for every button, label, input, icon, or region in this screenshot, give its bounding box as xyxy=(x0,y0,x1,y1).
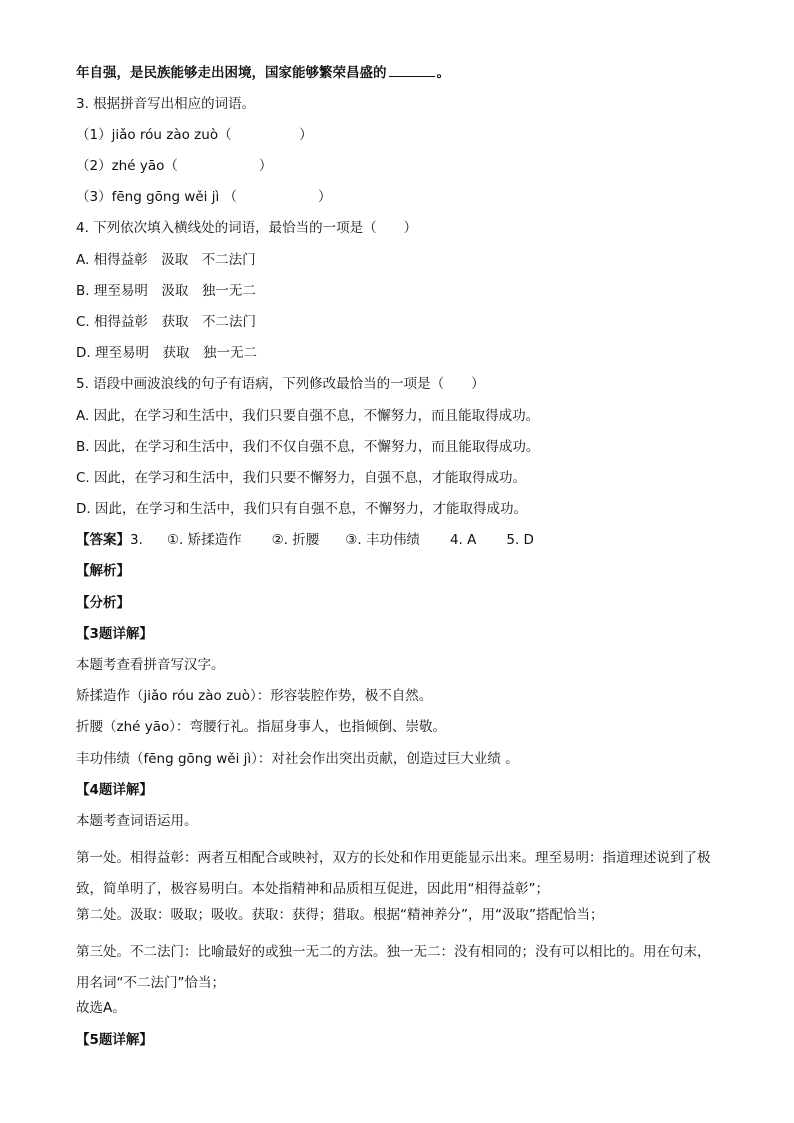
question-3-title: 3. 根据拼音写出相应的词语。 xyxy=(76,96,256,112)
answer-4: 4. A xyxy=(449,532,477,548)
detail-4-paragraph-2: 第二处。汲取：吸取；吸收。获取：获得；猎取。根据“精神养分”，用“汲取”搭配恰当； xyxy=(76,907,604,923)
detail-4-intro: 本题考查词语运用。 xyxy=(76,813,198,829)
detail-4-paragraph-1: 第一处。相得益彰：两者互相配合或映衬，双方的长处和作用更能显示出来。理至易明：指道理述说到了极致，简单明了，极容易明白。本处指精神和品质相互促进，因此用“相得益彰”； xyxy=(76,850,711,897)
answer-3-3: ③. 丰功伟绩 xyxy=(345,532,420,548)
question-3-item-2: （2）zhé yāo（ ） xyxy=(76,158,273,174)
jiexi-heading: 【解析】 xyxy=(76,563,130,579)
answer-3-label: 3. xyxy=(130,532,143,548)
fill-blank xyxy=(389,64,435,77)
paragraph-end: 。 xyxy=(436,65,450,81)
detail-4-conclusion: 故选A。 xyxy=(76,1000,126,1016)
question-4-option-d: D. 理至易明 获取 独一无二 xyxy=(76,345,257,361)
question-5-option-b: B. 因此，在学习和生活中，我们不仅自强不息，不懈努力，而且能取得成功。 xyxy=(76,439,540,455)
detail-3-heading: 【3题详解】 xyxy=(76,626,153,642)
answer-tag: 【答案】 xyxy=(76,532,130,548)
detail-3-item-3: 丰功伟绩（fēng gōng wěi jì）：对社会作出突出贡献，创造过巨大业绩 。 xyxy=(76,751,519,767)
detail-4-paragraph-3: 第三处。不二法门：比喻最好的或独一无二的方法。独一无二：没有相同的；没有可以相比的。用在句末，用名词“不二法门”恰当； xyxy=(76,944,711,991)
question-4-option-b: B. 理至易明 汲取 独一无二 xyxy=(76,283,256,299)
question-3-item-1: （1）jiǎo róu zào zuò（ ） xyxy=(76,127,313,143)
question-4-title: 4. 下列依次填入横线处的词语，最恰当的一项是（ ） xyxy=(76,220,418,236)
fenxi-heading: 【分析】 xyxy=(76,595,130,611)
question-5-option-a: A. 因此，在学习和生活中，我们只要自强不息，不懈努力，而且能取得成功。 xyxy=(76,408,540,424)
detail-3-item-2: 折腰（zhé yāo）：弯腰行礼。指屈身事人，也指倾倒、崇敬。 xyxy=(76,719,447,735)
answer-3-1: ①. 矫揉造作 xyxy=(166,532,242,548)
question-5-option-c: C. 因此，在学习和生活中，我们只要不懈努力，自强不息，才能取得成功。 xyxy=(76,470,527,486)
question-4-option-c: C. 相得益彰 获取 不二法门 xyxy=(76,314,257,330)
paragraph-text: 年自强，是民族能够走出困境，国家能够繁荣昌盛的 xyxy=(76,65,387,81)
answer-3-2: ②. 折腰 xyxy=(271,532,320,548)
detail-3-intro: 本题考查看拼音写汉字。 xyxy=(76,657,225,673)
detail-4-heading: 【4题详解】 xyxy=(76,782,153,798)
question-3-item-3: （3）fēng gōng wěi jì （ ） xyxy=(76,189,332,205)
detail-3-item-1: 矫揉造作（jiǎo róu zào zuò）：形容装腔作势，极不自然。 xyxy=(76,688,433,704)
answer-5: 5. D xyxy=(506,532,534,548)
question-5-option-d: D. 因此，在学习和生活中，我们只有自强不息，不懈努力，才能取得成功。 xyxy=(76,501,527,517)
question-4-option-a: A. 相得益彰 汲取 不二法门 xyxy=(76,252,256,268)
detail-5-heading: 【5题详解】 xyxy=(76,1032,153,1048)
question-5-title: 5. 语段中画波浪线的句子有语病，下列修改最恰当的一项是（ ） xyxy=(76,376,485,392)
answer-line xyxy=(76,531,716,549)
continued-paragraph-line xyxy=(76,64,716,82)
